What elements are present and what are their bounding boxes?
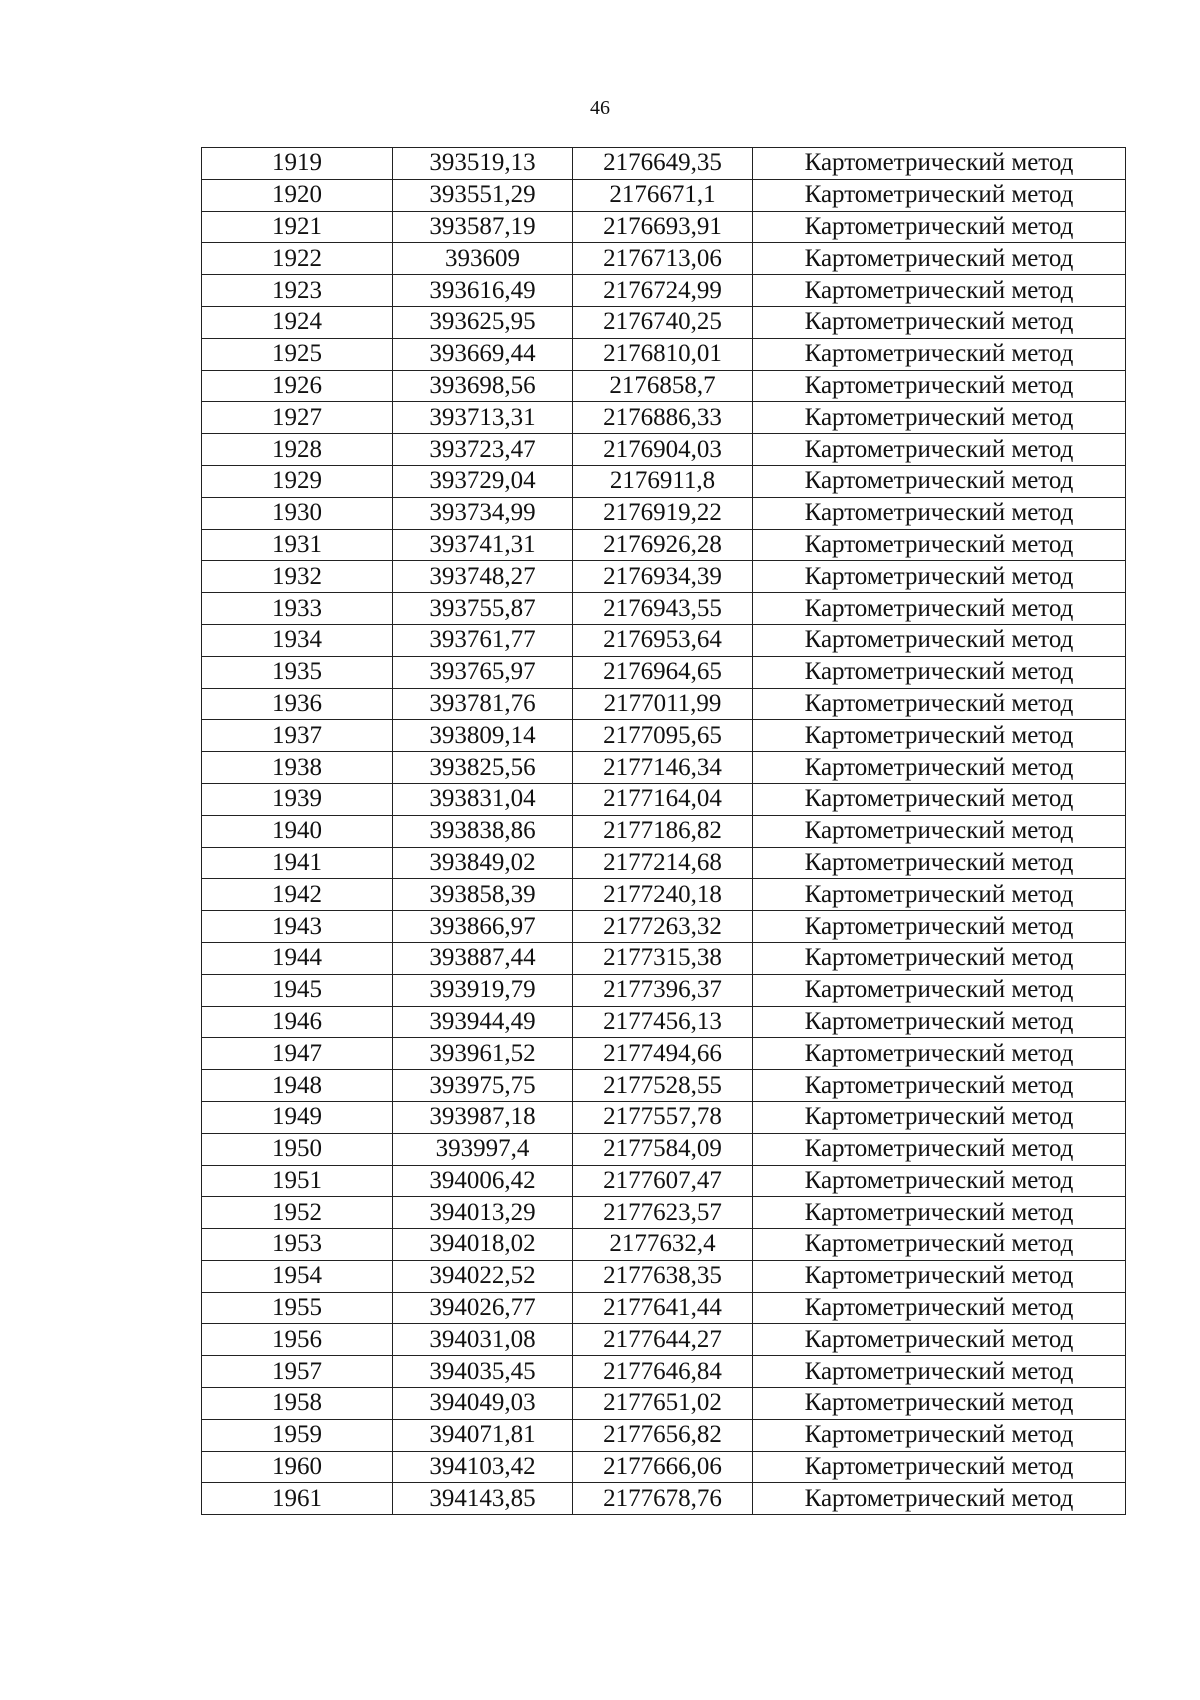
x-coordinate-cell: 393551,29	[393, 179, 573, 211]
point-number-cell: 1949	[202, 1101, 393, 1133]
table-row	[202, 465, 1126, 497]
method-cell: Картометрический метод	[753, 148, 1126, 180]
table-row	[202, 179, 1126, 211]
method-cell: Картометрический метод	[753, 752, 1126, 784]
point-number-cell: 1957	[202, 1356, 393, 1388]
x-coordinate-cell: 393519,13	[393, 148, 573, 180]
point-number-cell: 1936	[202, 688, 393, 720]
point-number-cell: 1947	[202, 1038, 393, 1070]
method-cell: Картометрический метод	[753, 1006, 1126, 1038]
method-cell: Картометрический метод	[753, 370, 1126, 402]
table-row	[202, 1260, 1126, 1292]
point-number-cell: 1925	[202, 338, 393, 370]
point-number-cell: 1923	[202, 275, 393, 307]
table-row	[202, 911, 1126, 943]
method-cell: Картометрический метод	[753, 1292, 1126, 1324]
y-coordinate-cell: 2177644,27	[573, 1324, 753, 1356]
point-number-cell: 1922	[202, 243, 393, 275]
x-coordinate-cell: 394103,42	[393, 1451, 573, 1483]
table-row	[202, 370, 1126, 402]
y-coordinate-cell: 2176934,39	[573, 561, 753, 593]
y-coordinate-cell: 2177164,04	[573, 783, 753, 815]
method-cell: Картометрический метод	[753, 1419, 1126, 1451]
y-coordinate-cell: 2176886,33	[573, 402, 753, 434]
point-number-cell: 1937	[202, 720, 393, 752]
x-coordinate-cell: 393625,95	[393, 306, 573, 338]
table-row	[202, 656, 1126, 688]
y-coordinate-cell: 2177641,44	[573, 1292, 753, 1324]
table-row	[202, 847, 1126, 879]
point-number-cell: 1953	[202, 1229, 393, 1261]
method-cell: Картометрический метод	[753, 497, 1126, 529]
point-number-cell: 1959	[202, 1419, 393, 1451]
point-number-cell: 1941	[202, 847, 393, 879]
y-coordinate-cell: 2177666,06	[573, 1451, 753, 1483]
table-row	[202, 1292, 1126, 1324]
table-row	[202, 1356, 1126, 1388]
method-cell: Картометрический метод	[753, 1229, 1126, 1261]
y-coordinate-cell: 2176693,91	[573, 211, 753, 243]
point-number-cell: 1954	[202, 1260, 393, 1292]
table-row	[202, 593, 1126, 625]
x-coordinate-cell: 394035,45	[393, 1356, 573, 1388]
table-row	[202, 783, 1126, 815]
table-row	[202, 148, 1126, 180]
table-row	[202, 1165, 1126, 1197]
point-number-cell: 1927	[202, 402, 393, 434]
point-number-cell: 1934	[202, 624, 393, 656]
y-coordinate-cell: 2177396,37	[573, 974, 753, 1006]
point-number-cell: 1948	[202, 1070, 393, 1102]
y-coordinate-cell: 2176964,65	[573, 656, 753, 688]
point-number-cell: 1943	[202, 911, 393, 943]
x-coordinate-cell: 393919,79	[393, 974, 573, 1006]
table-row	[202, 561, 1126, 593]
method-cell: Картометрический метод	[753, 815, 1126, 847]
point-number-cell: 1960	[202, 1451, 393, 1483]
point-number-cell: 1942	[202, 879, 393, 911]
table-row	[202, 1133, 1126, 1165]
x-coordinate-cell: 394018,02	[393, 1229, 573, 1261]
y-coordinate-cell: 2177638,35	[573, 1260, 753, 1292]
table-row	[202, 529, 1126, 561]
x-coordinate-cell: 393838,86	[393, 815, 573, 847]
point-number-cell: 1944	[202, 942, 393, 974]
y-coordinate-cell: 2177557,78	[573, 1101, 753, 1133]
x-coordinate-cell: 393975,75	[393, 1070, 573, 1102]
x-coordinate-cell: 393831,04	[393, 783, 573, 815]
table-row	[202, 1070, 1126, 1102]
point-number-cell: 1961	[202, 1483, 393, 1515]
table-row	[202, 402, 1126, 434]
x-coordinate-cell: 393587,19	[393, 211, 573, 243]
method-cell: Картометрический метод	[753, 911, 1126, 943]
x-coordinate-cell: 393825,56	[393, 752, 573, 784]
table-row	[202, 1419, 1126, 1451]
x-coordinate-cell: 393997,4	[393, 1133, 573, 1165]
method-cell: Картометрический метод	[753, 306, 1126, 338]
y-coordinate-cell: 2176943,55	[573, 593, 753, 625]
method-cell: Картометрический метод	[753, 529, 1126, 561]
x-coordinate-cell: 393713,31	[393, 402, 573, 434]
coordinates-table-body	[202, 148, 1126, 1515]
y-coordinate-cell: 2177656,82	[573, 1419, 753, 1451]
y-coordinate-cell: 2177494,66	[573, 1038, 753, 1070]
x-coordinate-cell: 393723,47	[393, 434, 573, 466]
y-coordinate-cell: 2177263,32	[573, 911, 753, 943]
point-number-cell: 1919	[202, 148, 393, 180]
y-coordinate-cell: 2176810,01	[573, 338, 753, 370]
method-cell: Картометрический метод	[753, 624, 1126, 656]
table-row	[202, 1006, 1126, 1038]
method-cell: Картометрический метод	[753, 179, 1126, 211]
x-coordinate-cell: 393781,76	[393, 688, 573, 720]
table-row	[202, 752, 1126, 784]
x-coordinate-cell: 393866,97	[393, 911, 573, 943]
point-number-cell: 1950	[202, 1133, 393, 1165]
y-coordinate-cell: 2177528,55	[573, 1070, 753, 1102]
method-cell: Картометрический метод	[753, 1388, 1126, 1420]
table-row	[202, 974, 1126, 1006]
y-coordinate-cell: 2177584,09	[573, 1133, 753, 1165]
table-row	[202, 1197, 1126, 1229]
x-coordinate-cell: 393755,87	[393, 593, 573, 625]
method-cell: Картометрический метод	[753, 1356, 1126, 1388]
table-row	[202, 306, 1126, 338]
method-cell: Картометрический метод	[753, 465, 1126, 497]
x-coordinate-cell: 394049,03	[393, 1388, 573, 1420]
x-coordinate-cell: 393761,77	[393, 624, 573, 656]
y-coordinate-cell: 2177646,84	[573, 1356, 753, 1388]
point-number-cell: 1932	[202, 561, 393, 593]
method-cell: Картометрический метод	[753, 1260, 1126, 1292]
x-coordinate-cell: 393741,31	[393, 529, 573, 561]
y-coordinate-cell: 2176740,25	[573, 306, 753, 338]
y-coordinate-cell: 2177456,13	[573, 1006, 753, 1038]
x-coordinate-cell: 394071,81	[393, 1419, 573, 1451]
method-cell: Картометрический метод	[753, 243, 1126, 275]
y-coordinate-cell: 2177607,47	[573, 1165, 753, 1197]
point-number-cell: 1938	[202, 752, 393, 784]
x-coordinate-cell: 393765,97	[393, 656, 573, 688]
table-row	[202, 1101, 1126, 1133]
y-coordinate-cell: 2177011,99	[573, 688, 753, 720]
x-coordinate-cell: 393858,39	[393, 879, 573, 911]
method-cell: Картометрический метод	[753, 1451, 1126, 1483]
y-coordinate-cell: 2177240,18	[573, 879, 753, 911]
table-row	[202, 434, 1126, 466]
point-number-cell: 1955	[202, 1292, 393, 1324]
method-cell: Картометрический метод	[753, 211, 1126, 243]
x-coordinate-cell: 393849,02	[393, 847, 573, 879]
x-coordinate-cell: 393729,04	[393, 465, 573, 497]
table-row	[202, 942, 1126, 974]
y-coordinate-cell: 2176724,99	[573, 275, 753, 307]
method-cell: Картометрический метод	[753, 1038, 1126, 1070]
x-coordinate-cell: 393669,44	[393, 338, 573, 370]
method-cell: Картометрический метод	[753, 847, 1126, 879]
point-number-cell: 1921	[202, 211, 393, 243]
point-number-cell: 1952	[202, 1197, 393, 1229]
point-number-cell: 1945	[202, 974, 393, 1006]
method-cell: Картометрический метод	[753, 1483, 1126, 1515]
x-coordinate-cell: 393987,18	[393, 1101, 573, 1133]
x-coordinate-cell: 393809,14	[393, 720, 573, 752]
y-coordinate-cell: 2176926,28	[573, 529, 753, 561]
table-row	[202, 1324, 1126, 1356]
point-number-cell: 1940	[202, 815, 393, 847]
point-number-cell: 1958	[202, 1388, 393, 1420]
y-coordinate-cell: 2176911,8	[573, 465, 753, 497]
x-coordinate-cell: 393734,99	[393, 497, 573, 529]
point-number-cell: 1929	[202, 465, 393, 497]
method-cell: Картометрический метод	[753, 1101, 1126, 1133]
y-coordinate-cell: 2177146,34	[573, 752, 753, 784]
y-coordinate-cell: 2177095,65	[573, 720, 753, 752]
method-cell: Картометрический метод	[753, 275, 1126, 307]
method-cell: Картометрический метод	[753, 561, 1126, 593]
y-coordinate-cell: 2176671,1	[573, 179, 753, 211]
method-cell: Картометрический метод	[753, 783, 1126, 815]
x-coordinate-cell: 394143,85	[393, 1483, 573, 1515]
method-cell: Картометрический метод	[753, 720, 1126, 752]
y-coordinate-cell: 2176858,7	[573, 370, 753, 402]
table-row	[202, 1451, 1126, 1483]
table-row	[202, 720, 1126, 752]
method-cell: Картометрический метод	[753, 942, 1126, 974]
method-cell: Картометрический метод	[753, 1197, 1126, 1229]
y-coordinate-cell: 2177186,82	[573, 815, 753, 847]
point-number-cell: 1935	[202, 656, 393, 688]
y-coordinate-cell: 2176649,35	[573, 148, 753, 180]
x-coordinate-cell: 394031,08	[393, 1324, 573, 1356]
table-row	[202, 497, 1126, 529]
point-number-cell: 1920	[202, 179, 393, 211]
table-row	[202, 624, 1126, 656]
y-coordinate-cell: 2176713,06	[573, 243, 753, 275]
method-cell: Картометрический метод	[753, 402, 1126, 434]
point-number-cell: 1930	[202, 497, 393, 529]
method-cell: Картометрический метод	[753, 1133, 1126, 1165]
x-coordinate-cell: 393944,49	[393, 1006, 573, 1038]
table-row	[202, 275, 1126, 307]
y-coordinate-cell: 2177214,68	[573, 847, 753, 879]
y-coordinate-cell: 2177651,02	[573, 1388, 753, 1420]
point-number-cell: 1924	[202, 306, 393, 338]
table-row	[202, 1483, 1126, 1515]
method-cell: Картометрический метод	[753, 1070, 1126, 1102]
table-row	[202, 243, 1126, 275]
point-number-cell: 1928	[202, 434, 393, 466]
method-cell: Картометрический метод	[753, 656, 1126, 688]
method-cell: Картометрический метод	[753, 879, 1126, 911]
x-coordinate-cell: 394022,52	[393, 1260, 573, 1292]
page-number: 46	[590, 97, 610, 119]
y-coordinate-cell: 2176904,03	[573, 434, 753, 466]
point-number-cell: 1926	[202, 370, 393, 402]
method-cell: Картометрический метод	[753, 338, 1126, 370]
point-number-cell: 1956	[202, 1324, 393, 1356]
table-row	[202, 815, 1126, 847]
x-coordinate-cell: 394013,29	[393, 1197, 573, 1229]
table-row	[202, 1388, 1126, 1420]
x-coordinate-cell: 393616,49	[393, 275, 573, 307]
method-cell: Картометрический метод	[753, 1324, 1126, 1356]
table-row	[202, 879, 1126, 911]
table-row	[202, 688, 1126, 720]
y-coordinate-cell: 2177678,76	[573, 1483, 753, 1515]
method-cell: Картометрический метод	[753, 434, 1126, 466]
y-coordinate-cell: 2177623,57	[573, 1197, 753, 1229]
table-row	[202, 211, 1126, 243]
point-number-cell: 1931	[202, 529, 393, 561]
y-coordinate-cell: 2176919,22	[573, 497, 753, 529]
table-row	[202, 1038, 1126, 1070]
x-coordinate-cell: 393887,44	[393, 942, 573, 974]
table-row	[202, 1229, 1126, 1261]
x-coordinate-cell: 393748,27	[393, 561, 573, 593]
coordinates-table	[201, 147, 1126, 1515]
point-number-cell: 1951	[202, 1165, 393, 1197]
x-coordinate-cell: 394026,77	[393, 1292, 573, 1324]
method-cell: Картометрический метод	[753, 1165, 1126, 1197]
method-cell: Картометрический метод	[753, 688, 1126, 720]
x-coordinate-cell: 393698,56	[393, 370, 573, 402]
method-cell: Картометрический метод	[753, 593, 1126, 625]
point-number-cell: 1946	[202, 1006, 393, 1038]
point-number-cell: 1933	[202, 593, 393, 625]
x-coordinate-cell: 393609	[393, 243, 573, 275]
y-coordinate-cell: 2176953,64	[573, 624, 753, 656]
point-number-cell: 1939	[202, 783, 393, 815]
method-cell: Картометрический метод	[753, 974, 1126, 1006]
y-coordinate-cell: 2177315,38	[573, 942, 753, 974]
x-coordinate-cell: 393961,52	[393, 1038, 573, 1070]
y-coordinate-cell: 2177632,4	[573, 1229, 753, 1261]
table-row	[202, 338, 1126, 370]
x-coordinate-cell: 394006,42	[393, 1165, 573, 1197]
